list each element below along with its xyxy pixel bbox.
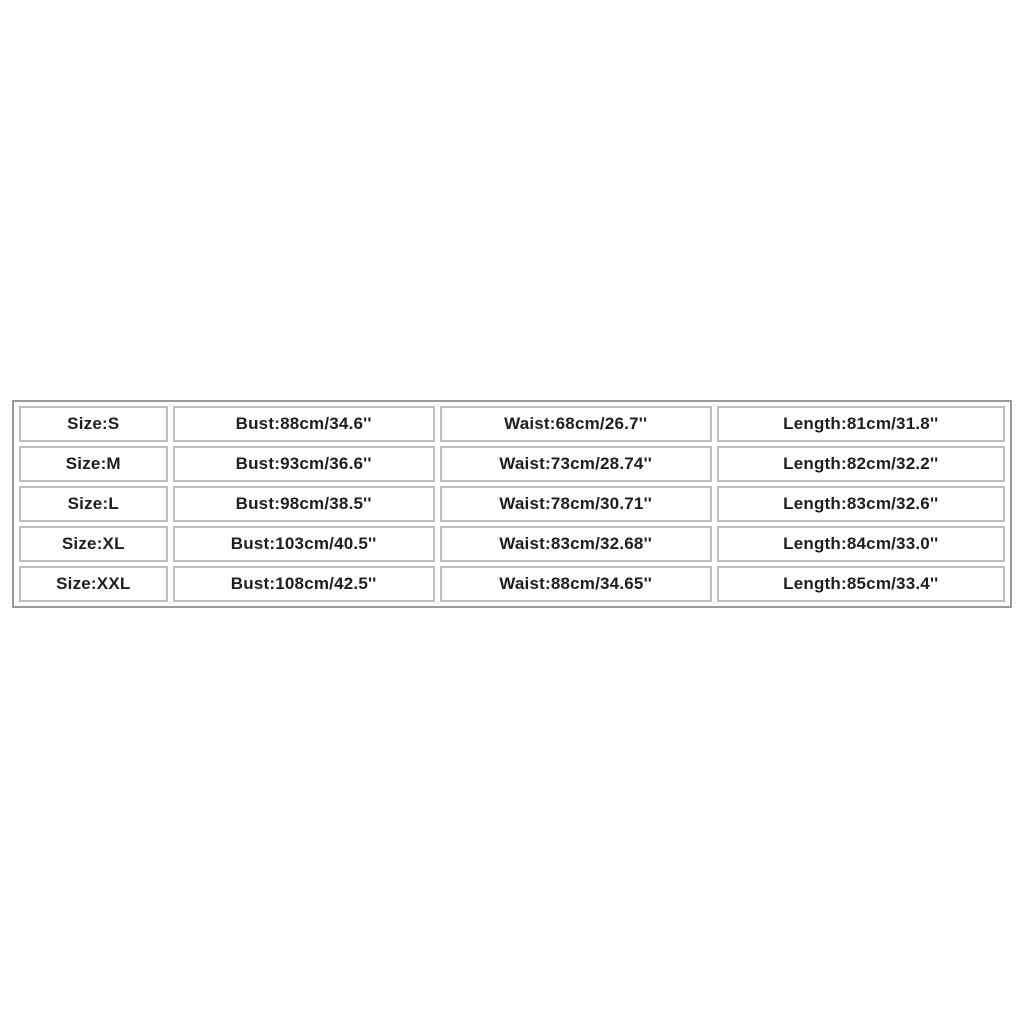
bust-cell: Bust:88cm/34.6'' (173, 406, 435, 442)
table-row (19, 566, 1005, 602)
table-row (19, 486, 1005, 522)
waist-cell: Waist:83cm/32.68'' (440, 526, 712, 562)
length-cell: Length:83cm/32.6'' (717, 486, 1005, 522)
table-row (19, 406, 1005, 442)
length-cell: Length:84cm/33.0'' (717, 526, 1005, 562)
bust-cell: Bust:108cm/42.5'' (173, 566, 435, 602)
size-cell: Size:L (19, 486, 168, 522)
bust-cell: Bust:98cm/38.5'' (173, 486, 435, 522)
bust-cell: Bust:93cm/36.6'' (173, 446, 435, 482)
waist-cell: Waist:78cm/30.71'' (440, 486, 712, 522)
length-cell: Length:81cm/31.8'' (717, 406, 1005, 442)
length-cell: Length:82cm/32.2'' (717, 446, 1005, 482)
waist-cell: Waist:73cm/28.74'' (440, 446, 712, 482)
size-cell: Size:S (19, 406, 168, 442)
size-cell: Size:M (19, 446, 168, 482)
size-cell: Size:XXL (19, 566, 168, 602)
size-cell: Size:XL (19, 526, 168, 562)
bust-cell: Bust:103cm/40.5'' (173, 526, 435, 562)
size-chart-container (12, 400, 1012, 608)
waist-cell: Waist:68cm/26.7'' (440, 406, 712, 442)
table-row (19, 526, 1005, 562)
length-cell: Length:85cm/33.4'' (717, 566, 1005, 602)
waist-cell: Waist:88cm/34.65'' (440, 566, 712, 602)
size-chart-table (12, 400, 1012, 608)
table-row (19, 446, 1005, 482)
